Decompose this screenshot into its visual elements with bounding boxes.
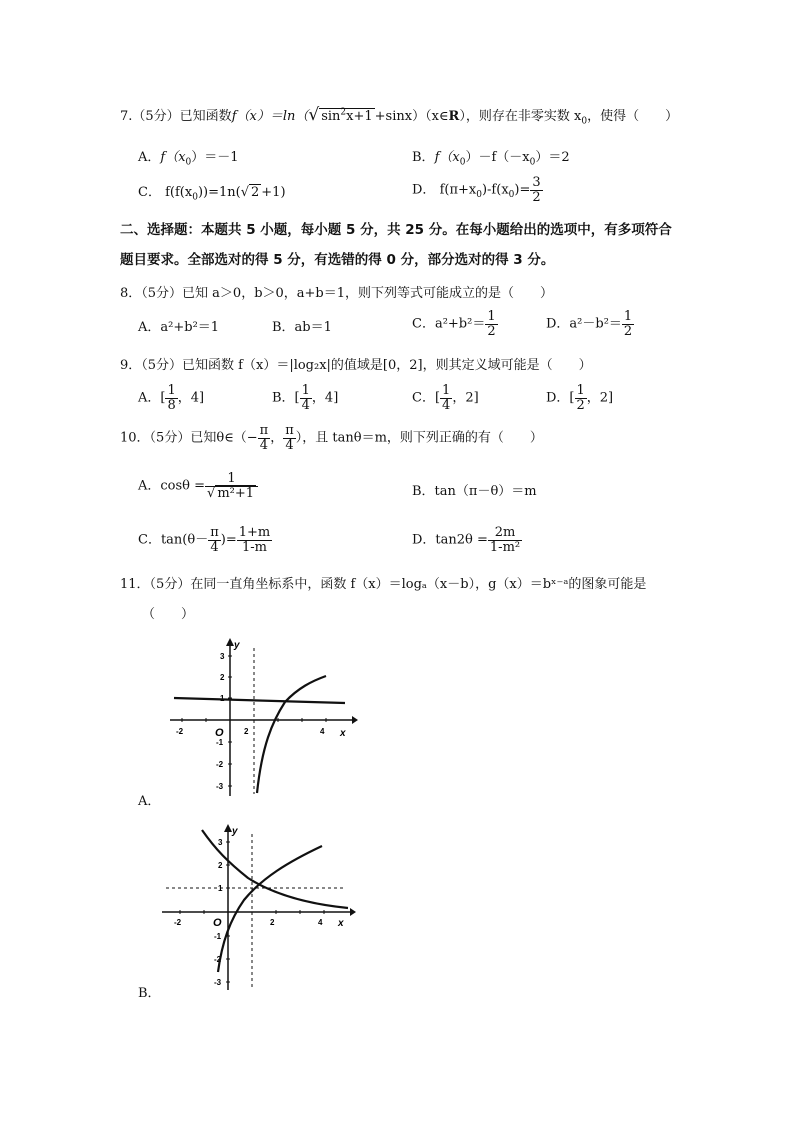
q11-graph-a [160, 636, 360, 798]
svg-text:1: 1 [218, 884, 223, 893]
q10-option-d[interactable]: D．tan2θ = $\frac{2m}{\text{1-m²}}$ [412, 525, 521, 555]
origin-label: O [213, 917, 222, 929]
q11-graph-b-label[interactable]: B． [138, 986, 161, 1001]
q7-option-b[interactable]: B．$f(x_0)-f(-x_0)=2$ [412, 150, 570, 168]
x-axis-label: x [340, 728, 346, 739]
svg-text:2: 2 [218, 861, 223, 870]
q9-stem: 9．（5分）已知函数 f（x）＝|log₂x|的值域是[0，2]，则其定义域可能是（ ） [120, 358, 592, 373]
q7-option-a[interactable]: A．$f(x_0)=-1$ [138, 150, 239, 168]
q8-option-b[interactable]: B．ab＝1 [272, 320, 332, 335]
svg-text:3: 3 [218, 838, 223, 847]
q11-stem: 11．（5分）在同一直角坐标系中，函数 f（x）＝logₐ（x－b），g（x）＝bˣ⁻ᵃ的图象可能是 [120, 577, 647, 592]
svg-text:-3: -3 [214, 978, 222, 987]
svg-text:2: 2 [270, 918, 275, 927]
svg-text:-1: -1 [216, 738, 224, 747]
q10-stem: 10．（5分）已知θ∈（− $\frac{\pi}{4}$ ， $\frac{\pi}{4}$ ），且 tanθ＝m，则下列正确的有（ ） [120, 423, 543, 453]
y-axis-label: y [232, 826, 238, 837]
q9-option-a[interactable]: A．[ $\frac{1}{8}$ ，4] [138, 383, 205, 413]
q10-option-b[interactable]: B．tan（π－θ）＝m [412, 484, 537, 499]
q7-option-d[interactable]: D． $f(\pi+x_0)-f(x_0)=$ $\frac{3}{2}$ [412, 175, 541, 205]
q11-graph-a-label[interactable]: A． [138, 794, 161, 809]
svg-text:-1: -1 [214, 932, 222, 941]
svg-text:-2: -2 [176, 727, 184, 736]
y-axis-label: y [234, 640, 240, 651]
q8-option-a[interactable]: A．a²+b²＝1 [138, 320, 220, 335]
svg-text:1: 1 [220, 694, 225, 703]
svg-text:3: 3 [220, 652, 225, 661]
q8-option-d[interactable]: D．a²－b²＝ $\frac{1}{2}$ [546, 309, 633, 339]
graph-b-curve-g [202, 830, 348, 908]
q9-option-d[interactable]: D．[ $\frac{1}{2}$ ，2] [546, 383, 614, 413]
q9-option-c[interactable]: C．[ $\frac{1}{4}$ ，2] [412, 383, 479, 413]
q10-option-a[interactable]: A．cosθ = $\frac{1}{\text{√ m²+1}}$ [138, 472, 258, 500]
svg-text:-2: -2 [216, 760, 224, 769]
q7-stem: 7.（5分）已知函数f（x）＝ln（√ $\sin^2x+1$ +sinx）（x∈R），则存在非零实数 $x_0$，使得（ ） [120, 105, 679, 127]
q7-option-c[interactable]: C． $f(f(x_0))=1n(√$ 2 +1) [138, 185, 286, 203]
q11-answer-paren: （ ） [142, 607, 195, 622]
svg-text:4: 4 [320, 727, 325, 736]
section-2-rules: 题目要求。全部选对的得 5 分，有选错的得 0 分，部分选对的得 3 分。 [120, 252, 555, 268]
q10-option-c[interactable]: C．tan(θ－ $\frac{\pi}{4}$ )= $\frac{1+m}{1-m}$ [138, 525, 271, 555]
origin-label: O [215, 727, 224, 739]
section-2-heading: 二、选择题：本题共 5 小题，每小题 5 分，共 25 分。在每小题给出的选项中，有多项符合 [120, 222, 672, 238]
q11-graph-b [158, 822, 358, 992]
svg-text:4: 4 [318, 918, 323, 927]
svg-text:2: 2 [244, 727, 249, 736]
svg-text:-3: -3 [216, 782, 224, 791]
graph-a-curve-g [174, 698, 345, 703]
x-axis-label: x [338, 918, 344, 929]
svg-text:-2: -2 [174, 918, 182, 927]
q8-option-c[interactable]: C．a²+b²＝ $\frac{1}{2}$ [412, 309, 496, 339]
svg-text:2: 2 [220, 673, 225, 682]
q9-option-b[interactable]: B．[ $\frac{1}{4}$ ，4] [272, 383, 339, 413]
q8-stem: 8．（5分）已知 a＞0，b＞0，a+b＝1，则下列等式可能成立的是（ ） [120, 286, 554, 301]
graph-a-curve-f [257, 676, 326, 793]
svg-text:-2: -2 [214, 955, 222, 964]
